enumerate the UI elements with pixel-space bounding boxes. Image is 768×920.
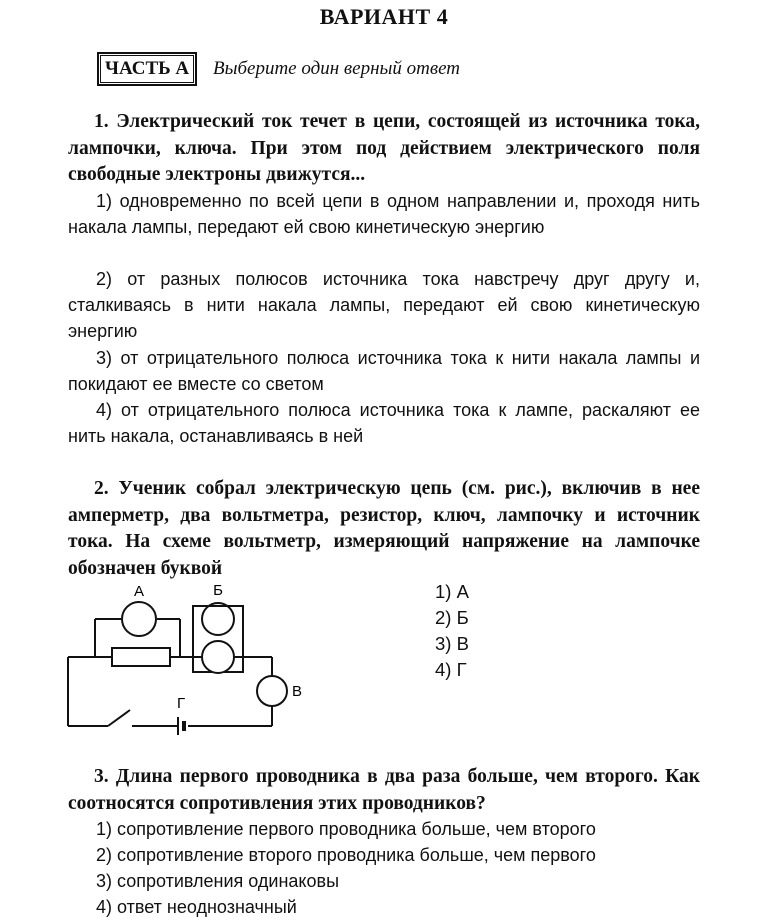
question-1-body: Электрический ток течет в цепи, состоящей из источника тока, лампочки, ключа. При этом под действием электрического поля свободные электроны движутся...	[68, 111, 700, 185]
question-3-text	[68, 764, 700, 817]
question-3-number: 3.	[94, 766, 109, 787]
variant-title: ВАРИАНТ 4	[319, 4, 449, 29]
label-a: А	[133, 583, 145, 600]
meter-b	[202, 603, 234, 635]
question-2-option-2: 2) Б	[435, 607, 469, 628]
question-2-option-3: 3) В	[435, 633, 469, 654]
switch-lever	[108, 710, 130, 726]
question-3-option-4: 4) ответ неоднозначный	[96, 897, 297, 917]
question-1-option-2: 2) от разных полюсов источника тока навстречу друг другу и, сталкиваясь в нити накала лампы, передают ей свою кинетическую энергию	[68, 269, 700, 341]
question-2-option-4: 4) Г	[435, 659, 467, 680]
question-1-option-4: 4) от отрицательного полюса источника тока к лампе, раскаляют ее нить накала, останавливаясь в ней	[68, 400, 700, 446]
question-3-option-2: 2) сопротивление второго проводника больше, чем первого	[96, 845, 596, 865]
resistor	[112, 648, 170, 666]
question-1-option-3: 3) от отрицательного полюса источника тока к нити накала лампы и покидают ее вместе со светом	[68, 348, 700, 394]
meter-a	[122, 602, 156, 636]
question-1-text	[68, 109, 700, 189]
question-1-number: 1.	[94, 111, 109, 132]
lamp	[202, 641, 234, 673]
question-2-body: Ученик собрал электрическую цепь (см. рис.), включив в нее амперметр, два вольтметра, резистор, ключ, лампочку и источник тока. На схеме вольтметр, измеряющий напряжение на лампочке обозначен буквой	[68, 478, 700, 579]
meter-v	[257, 676, 287, 706]
question-3-body: Длина первого проводника в два раза больше, чем второго. Как соотносятся сопротивления этих проводников?	[68, 766, 701, 814]
label-g: Г	[176, 695, 186, 712]
label-v: В	[291, 683, 303, 700]
question-2-text	[68, 476, 700, 582]
question-2-option-1: 1) А	[435, 581, 469, 602]
question-1-option-1: 1) одновременно по всей цепи в одном направлении и, проходя нить накала лампы, передают ей свою кинетическую энергию	[68, 191, 700, 237]
question-2-number: 2.	[94, 478, 109, 499]
label-b: Б	[213, 582, 223, 599]
question-3-option-3: 3) сопротивления одинаковы	[96, 871, 340, 891]
circuit-diagram	[60, 578, 320, 738]
part-a-instruction: Выберите один верный ответ	[213, 58, 460, 79]
part-a-label: ЧАСТЬ А	[97, 52, 197, 86]
question-3-option-1: 1) сопротивление первого проводника больше, чем второго	[96, 819, 596, 839]
